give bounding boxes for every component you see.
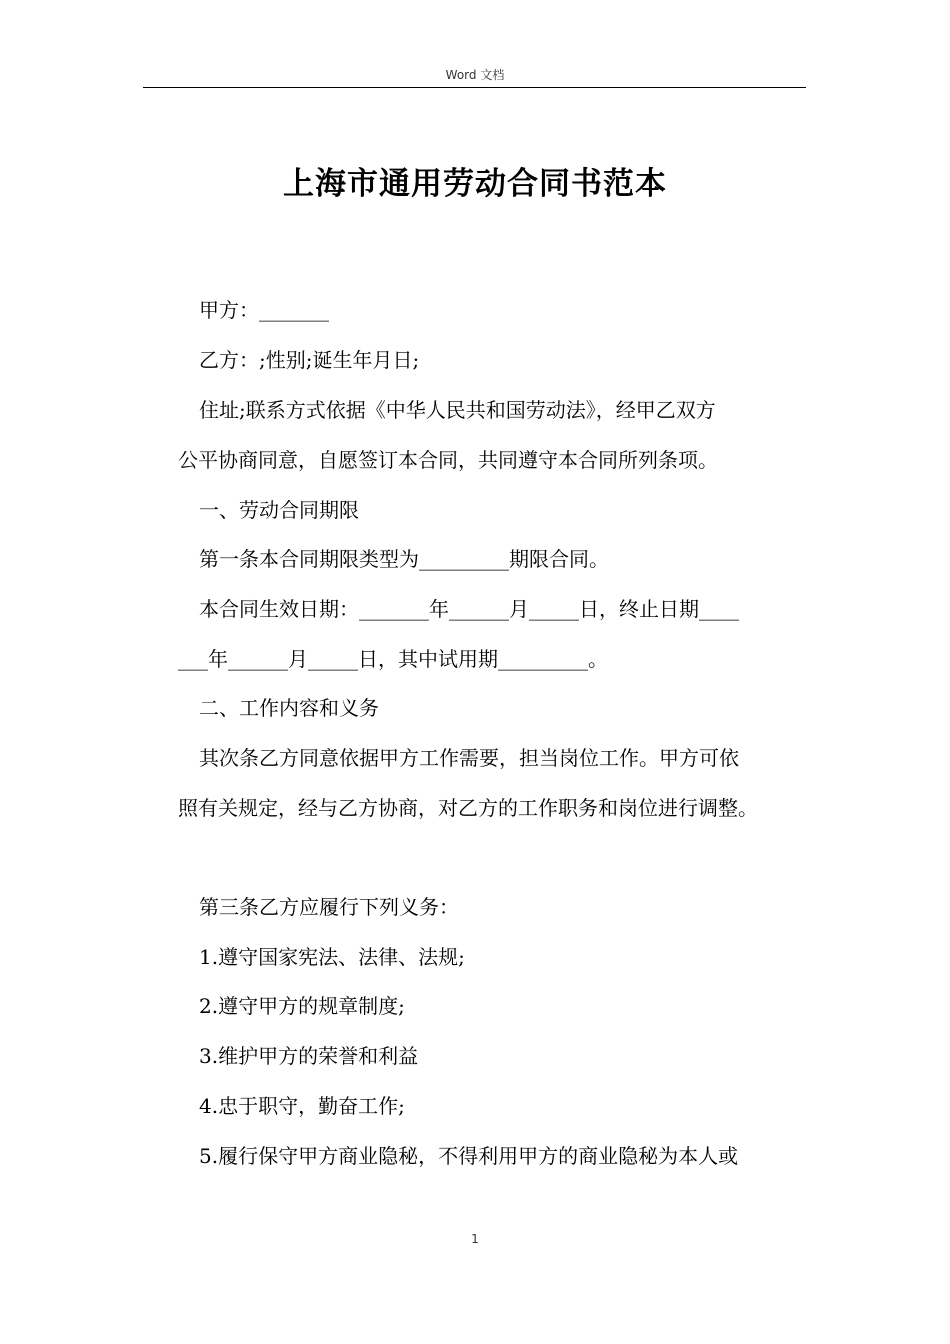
party-b-line: 乙方：;性别;诞生年月日; (199, 348, 420, 372)
article-1: 第一条本合同期限类型为_________期限合同。 (199, 547, 609, 571)
duty-item: 1.遵守国家宪法、法律、法规; (199, 945, 465, 969)
section-2-heading: 二、工作内容和义务 (199, 696, 379, 720)
duty-item: 3.维护甲方的荣誉和利益 (199, 1044, 419, 1068)
duty-item: 2.遵守甲方的规章制度; (199, 994, 405, 1018)
header-divider (143, 87, 806, 88)
article-2-line-1: 其次条乙方同意依据甲方工作需要，担当岗位工作。甲方可依 (199, 746, 739, 770)
effective-date-line-2: ___年______月_____日，其中试用期_________。 (178, 647, 608, 671)
address-line-1: 住址;联系方式依据《中华人民共和国劳动法》，经甲乙双方 (199, 398, 716, 422)
effective-date-line-1: 本合同生效日期：_______年______月_____日，终止日期____ (199, 597, 739, 621)
party-a-line: 甲方：_______ (199, 298, 329, 322)
address-line-2: 公平协商同意，自愿签订本合同，共同遵守本合同所列条项。 (178, 448, 718, 472)
page-number: 1 (471, 1232, 479, 1246)
article-2-line-2: 照有关规定，经与乙方协商，对乙方的工作职务和岗位进行调整。 (178, 796, 758, 820)
article-3: 第三条乙方应履行下列义务： (199, 895, 459, 919)
section-1-heading: 一、劳动合同期限 (199, 498, 359, 522)
document-title: 上海市通用劳动合同书范本 (283, 166, 667, 202)
duty-item: 5.履行保守甲方商业隐秘，不得利用甲方的商业隐秘为本人或 (199, 1144, 739, 1168)
page-header: Word 文档 (445, 68, 505, 82)
duty-item: 4.忠于职守，勤奋工作; (199, 1094, 405, 1118)
